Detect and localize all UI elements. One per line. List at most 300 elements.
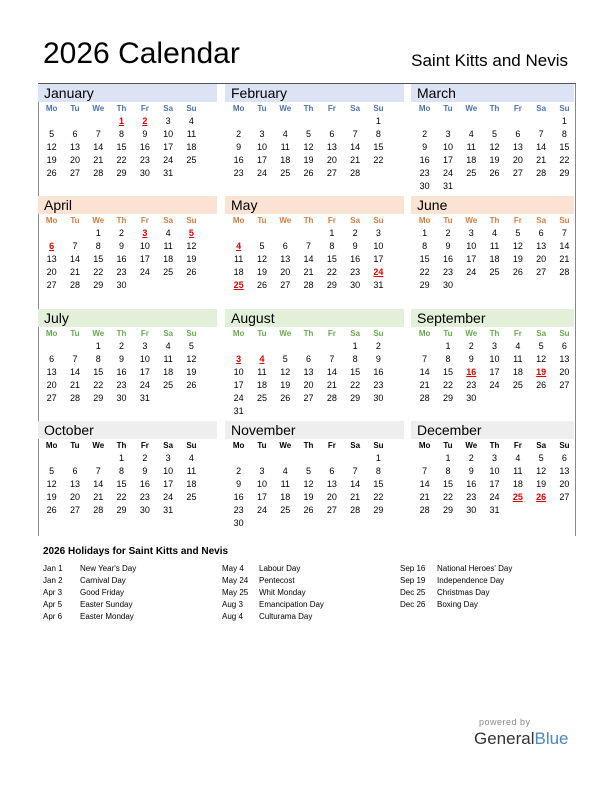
day-cell: 14 [69,254,80,264]
day-cell: 2 [236,466,242,476]
day-cell: 30 [233,518,244,528]
day-cell: 22 [373,492,384,502]
day-cell: 8 [119,129,125,139]
day-cell: 9 [142,129,148,139]
day-cell: 1 [422,228,428,238]
holiday-day: 5 [188,228,194,238]
day-cell: 7 [352,129,358,139]
weekday-label: Tu [257,216,267,225]
month-name: September [411,309,574,327]
weekday-label: We [279,216,292,225]
weekday-label: Fr [513,104,522,113]
day-cell: 28 [93,168,104,178]
day-cell: 9 [468,354,474,364]
day-cell: 10 [373,241,384,251]
day-cell: 16 [350,254,361,264]
day-cell: 8 [119,466,125,476]
day-cell: 17 [373,254,384,264]
holiday-row [222,611,324,623]
day-cell: 26 [256,280,267,290]
empty-day [40,227,63,240]
day-cell: 3 [259,129,265,139]
day-cell: 28 [326,393,337,403]
day-cell: 29 [442,393,453,403]
month-grid [225,214,404,292]
day-cell: 11 [186,129,197,139]
day-cell: 1 [445,453,451,463]
day-cell: 27 [559,492,570,502]
holiday-date: Jan 2 [43,576,63,585]
holiday-date: Apr 3 [43,588,63,597]
holiday-date: May 24 [222,576,249,585]
day-cell: 22 [93,380,104,390]
day-cell: 28 [419,505,430,515]
holiday-day: 4 [259,354,265,364]
day-cell: 25 [489,267,500,277]
day-cell: 5 [282,354,288,364]
empty-day [297,115,320,128]
holiday-date: Sep 19 [400,576,426,585]
holiday-name: Independence Day [437,576,505,585]
day-cell: 8 [445,466,451,476]
weekday-label: Mo [45,329,58,338]
month-name: July [38,309,217,327]
weekday-label: We [465,441,478,450]
weekday-label: Tu [443,329,453,338]
empty-day [227,115,250,128]
day-cell: 24 [442,168,453,178]
day-cell: 21 [419,492,430,502]
holiday-row [43,599,136,611]
day-cell: 23 [233,505,244,515]
day-cell: 17 [489,367,500,377]
weekday-label: Mo [232,329,245,338]
day-cell: 6 [515,129,521,139]
holiday-name: Good Friday [80,588,125,597]
day-cell: 20 [69,155,80,165]
day-cell: 17 [442,155,453,165]
day-cell: 13 [559,466,570,476]
day-cell: 26 [186,380,197,390]
day-cell: 1 [445,341,451,351]
day-cell: 5 [492,129,498,139]
day-cell: 30 [419,181,430,191]
month-grid [411,214,574,292]
holiday-name: Whit Monday [259,588,306,597]
weekday-label: We [279,441,292,450]
weekday-label: Mo [418,329,431,338]
day-cell: 9 [119,241,125,251]
day-cell: 12 [536,466,547,476]
day-cell: 10 [233,367,244,377]
empty-day [250,115,273,128]
day-cell: 29 [116,168,127,178]
month-grid [38,102,217,180]
weekday-label: Mo [45,441,58,450]
month-name: November [225,421,404,439]
day-cell: 2 [422,129,428,139]
weekday-label: Fr [327,104,336,113]
weekday-label: Tu [70,329,80,338]
day-cell: 25 [163,267,174,277]
weekday-label: Fr [140,216,149,225]
brand-blue: Blue [534,729,569,748]
day-cell: 31 [233,406,244,416]
day-cell: 23 [139,492,150,502]
empty-day [87,115,110,128]
day-cell: 28 [536,168,547,178]
weekday-label: Tu [70,104,80,113]
day-cell: 10 [163,129,174,139]
month-grid [411,327,574,405]
day-cell: 8 [95,354,101,364]
day-cell: 12 [256,254,267,264]
day-cell: 30 [373,393,384,403]
day-cell: 1 [375,116,381,126]
holiday-row [400,575,512,587]
day-cell: 30 [139,505,150,515]
weekday-label: Sa [163,329,174,338]
day-cell: 14 [536,142,547,152]
weekday-label: We [92,329,105,338]
weekday-label: Mo [232,104,245,113]
day-cell: 6 [538,228,544,238]
day-cell: 3 [445,129,451,139]
empty-day [250,452,273,465]
day-cell: 22 [373,155,384,165]
day-cell: 3 [375,228,381,238]
weekday-label: Sa [350,329,361,338]
holiday-name: Easter Sunday [80,600,133,609]
weekday-label: Fr [140,104,149,113]
day-cell: 9 [236,142,242,152]
day-cell: 11 [233,254,244,264]
day-cell: 23 [466,492,477,502]
day-cell: 30 [350,280,361,290]
holiday-day: 3 [236,354,242,364]
day-cell: 6 [282,241,288,251]
holiday-row [43,611,136,623]
empty-day [297,452,320,465]
weekday-label: Fr [140,441,149,450]
month-september [411,309,574,421]
day-cell: 20 [46,380,57,390]
day-cell: 21 [350,492,361,502]
day-cell: 13 [46,254,57,264]
weekday-label: We [92,441,105,450]
holiday-name: Emancipation Day [259,600,324,609]
day-cell: 18 [233,267,244,277]
holiday-name: Culturama Day [259,612,313,621]
day-cell: 27 [326,505,337,515]
holiday-day: 25 [512,492,523,502]
day-cell: 19 [303,492,314,502]
holiday-day: 16 [466,367,477,377]
day-cell: 23 [466,380,477,390]
day-cell: 2 [142,453,148,463]
empty-day [320,115,343,128]
day-cell: 16 [419,155,430,165]
day-cell: 22 [559,155,570,165]
weekday-label: Th [303,104,314,113]
day-cell: 30 [116,393,127,403]
day-cell: 14 [326,367,337,377]
day-cell: 10 [442,142,453,152]
weekday-label: Th [489,104,500,113]
day-cell: 18 [280,492,291,502]
day-cell: 30 [466,505,477,515]
day-cell: 7 [561,228,567,238]
day-cell: 9 [422,142,428,152]
month-grid [225,102,404,180]
day-cell: 27 [559,380,570,390]
day-cell: 10 [489,466,500,476]
holiday-row [222,587,324,599]
weekday-label: We [92,216,105,225]
day-cell: 1 [329,228,335,238]
day-cell: 1 [95,228,101,238]
day-cell: 1 [561,116,567,126]
month-name: May [225,196,404,214]
holiday-day: 24 [373,267,384,277]
day-cell: 29 [350,393,361,403]
day-cell: 12 [303,142,314,152]
weekday-label: Tu [443,104,453,113]
empty-day [63,227,86,240]
day-cell: 27 [512,168,523,178]
day-cell: 27 [303,393,314,403]
weekday-label: Fr [513,441,522,450]
day-cell: 2 [236,129,242,139]
day-cell: 27 [280,280,291,290]
day-cell: 20 [280,267,291,277]
day-cell: 21 [93,492,104,502]
day-cell: 12 [512,241,523,251]
holiday-row [222,575,324,587]
brand-general: General [474,729,535,748]
weekday-label: Th [489,329,500,338]
day-cell: 28 [350,168,361,178]
day-cell: 14 [350,479,361,489]
empty-day [460,115,483,128]
day-cell: 18 [163,367,174,377]
day-cell: 19 [489,155,500,165]
day-cell: 11 [163,354,173,364]
day-cell: 25 [466,168,477,178]
empty-day [320,452,343,465]
empty-day [274,227,297,240]
holiday-day: 2 [142,116,148,126]
day-cell: 17 [163,142,174,152]
month-march [411,84,574,196]
month-name: December [411,421,574,439]
day-cell: 25 [163,380,174,390]
day-cell: 15 [419,254,430,264]
day-cell: 14 [350,142,361,152]
holiday-name: Easter Monday [80,612,134,621]
weekday-label: Mo [45,216,58,225]
day-cell: 2 [468,453,474,463]
day-cell: 24 [139,380,150,390]
weekday-label: Sa [536,441,547,450]
month-grid [38,439,217,517]
day-cell: 9 [236,479,242,489]
day-cell: 30 [442,280,453,290]
day-cell: 23 [419,168,430,178]
page-title: 2026 Calendar [43,37,240,70]
month-grid [38,327,217,405]
day-cell: 17 [466,254,477,264]
day-cell: 4 [165,341,171,351]
day-cell: 11 [257,367,267,377]
holiday-date: Apr 6 [43,612,63,621]
day-cell: 27 [46,393,57,403]
holiday-date: Sep 16 [400,564,426,573]
weekday-label: Su [373,441,384,450]
day-cell: 9 [445,241,451,251]
day-cell: 25 [256,393,267,403]
day-cell: 29 [93,393,104,403]
day-cell: 27 [69,505,80,515]
day-cell: 26 [512,267,523,277]
month-grid [38,214,217,292]
day-cell: 4 [468,129,474,139]
empty-day [320,340,343,353]
day-cell: 24 [256,505,267,515]
day-cell: 26 [303,168,314,178]
day-cell: 16 [116,367,127,377]
day-cell: 11 [186,466,197,476]
weekday-label: Th [303,216,314,225]
day-cell: 15 [442,367,453,377]
empty-day [343,452,366,465]
month-february [225,84,404,196]
day-cell: 7 [95,466,101,476]
day-cell: 16 [373,367,384,377]
day-cell: 21 [419,380,430,390]
day-cell: 24 [489,380,500,390]
day-cell: 17 [163,479,174,489]
day-cell: 2 [445,228,451,238]
weekday-label: Sa [350,441,361,450]
day-cell: 3 [492,341,498,351]
day-cell: 17 [256,155,267,165]
holiday-date: Aug 4 [222,612,243,621]
generalblue-logo[interactable] [474,729,569,749]
weekday-label: Su [559,216,570,225]
day-cell: 15 [350,367,361,377]
day-cell: 13 [280,254,291,264]
day-cell: 8 [422,241,428,251]
weekday-label: Mo [45,104,58,113]
day-cell: 13 [303,367,314,377]
day-cell: 29 [419,280,430,290]
day-cell: 6 [49,354,55,364]
day-cell: 30 [116,280,127,290]
day-cell: 14 [93,142,104,152]
holiday-name: Carnival Day [80,576,126,585]
day-cell: 23 [442,267,453,277]
month-october [38,421,217,533]
month-december [411,421,574,533]
day-cell: 19 [512,254,523,264]
day-cell: 6 [72,129,78,139]
weekday-label: Sa [536,329,547,338]
day-cell: 5 [49,466,55,476]
day-cell: 12 [280,367,291,377]
day-cell: 18 [186,479,197,489]
holiday-name: New Year's Day [80,564,137,573]
day-cell: 25 [186,492,197,502]
day-cell: 26 [46,168,57,178]
weekday-label: Su [186,216,197,225]
day-cell: 20 [303,380,314,390]
month-july [38,309,217,421]
day-cell: 18 [466,155,477,165]
weekday-label: Th [489,216,500,225]
weekday-label: We [92,104,105,113]
empty-day [274,340,297,353]
day-cell: 16 [233,492,244,502]
day-cell: 1 [352,341,358,351]
day-cell: 12 [536,354,547,364]
day-cell: 13 [326,142,337,152]
empty-day [413,452,436,465]
day-cell: 20 [536,254,547,264]
day-cell: 26 [536,380,547,390]
day-cell: 21 [69,267,80,277]
weekday-label: We [279,329,292,338]
weekday-label: Su [559,441,570,450]
empty-day [63,115,86,128]
month-grid [225,327,404,418]
day-cell: 16 [466,479,477,489]
day-cell: 12 [46,479,57,489]
day-cell: 20 [69,492,80,502]
weekday-label: Sa [163,216,174,225]
day-cell: 26 [46,505,57,515]
day-cell: 14 [303,254,314,264]
day-cell: 31 [139,393,150,403]
day-cell: 10 [256,479,267,489]
empty-day [63,452,86,465]
month-may [225,196,404,308]
empty-day [227,227,250,240]
weekday-label: We [465,329,478,338]
day-cell: 3 [165,116,171,126]
day-cell: 23 [116,380,127,390]
day-cell: 14 [419,367,430,377]
weekday-label: Su [373,329,384,338]
day-cell: 22 [350,380,361,390]
holiday-name: National Heroes' Day [437,564,513,573]
weekday-label: Th [116,216,127,225]
day-cell: 29 [373,505,384,515]
holiday-date: May 4 [222,564,244,573]
day-cell: 29 [93,280,104,290]
day-cell: 12 [489,142,500,152]
day-cell: 19 [46,155,57,165]
empty-day [250,227,273,240]
day-cell: 17 [139,367,150,377]
day-cell: 27 [326,168,337,178]
day-cell: 7 [352,466,358,476]
empty-day [274,452,297,465]
month-june [411,196,574,308]
weekday-label: Su [186,441,197,450]
day-cell: 6 [306,354,312,364]
day-cell: 15 [93,367,104,377]
